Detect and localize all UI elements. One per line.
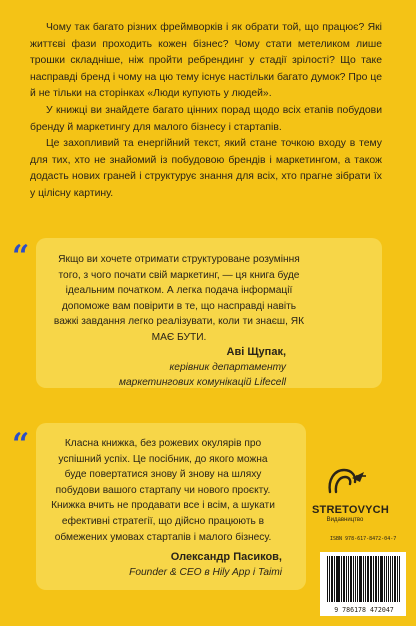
- barcode: [320, 552, 406, 616]
- barcode-bar: [359, 556, 362, 602]
- barcode-bar: [373, 556, 374, 602]
- blurb-paragraph-1: Чому так багато різних фреймворків і як обрати той, що працює? Які життєві фази проходить кожен бізнес? Чому стати метеликом лише трошки складніше, ніж пройти ребрендинг у стадії зрілості? Що таке насправді бренд і чому на цю тему існує настільки багато думок? Про це й не тільки на сторінках «Люди купують у людей».: [30, 22, 382, 100]
- barcode-bar: [331, 556, 333, 602]
- barcode-bar: [341, 556, 342, 602]
- author-role: керівник департаменту: [169, 362, 286, 373]
- quote-author-2: [129, 550, 282, 580]
- barcode-bar: [394, 556, 396, 602]
- barcode-bar: [363, 556, 364, 602]
- barcode-bar: [375, 556, 377, 602]
- quote-text-1: Якщо ви хочете отримати структуроване розуміння того, з чого почати свій маркетинг, — ця книга буде ідеальним початком. А легка подача інформації допоможе вам повірити в те, що насправді навіть важкі завдання легко реалізувати, коли ти знаєш, ЯК МАЄ БУТИ.: [53, 254, 305, 343]
- publisher-logo: [312, 462, 389, 523]
- barcode-bar: [350, 556, 352, 602]
- barcode-bar: [399, 556, 400, 602]
- barcode-bar: [367, 556, 369, 602]
- barcode-bar: [365, 556, 366, 602]
- barcode-bar: [380, 556, 383, 602]
- barcode-bar: [336, 556, 337, 602]
- barcode-bar: [370, 556, 371, 602]
- quote-mark-icon: “: [12, 427, 30, 462]
- quote-mark-icon: “: [12, 239, 30, 274]
- barcode-bar: [390, 556, 391, 602]
- barcode-bar: [346, 556, 347, 602]
- barcode-bar: [348, 556, 349, 602]
- barcode-bar: [386, 556, 387, 602]
- isbn-text: ISBN 978-617-8472-04-7: [330, 536, 397, 542]
- author-role: Founder & CEO в Hily App і Taimi: [129, 567, 282, 578]
- barcode-bar: [343, 556, 345, 602]
- barcode-bar: [334, 556, 335, 602]
- author-name: Олександр Пасиков,: [170, 551, 282, 563]
- barcode-bar: [357, 556, 358, 602]
- barcode-bar: [337, 556, 340, 602]
- barcode-number: 9 786178 472047: [334, 606, 394, 614]
- quote-author-1: [119, 345, 286, 390]
- author-name: Аві Щупак,: [226, 346, 286, 358]
- barcode-bar: [329, 556, 330, 602]
- blurb-paragraph-3: Це захопливий та енергійний текст, який стане точкою входу в тему для тих, хто не знайомий із побудовою брендів і маркетингом, а також додасть нових граней і структурує знання для всіх, хто прагне зібрати їх у цілісну картину.: [30, 138, 382, 199]
- publisher-emblem-icon: [322, 462, 368, 502]
- publisher-name: STRETOVYCH: [312, 504, 389, 516]
- publisher-subtitle: Видавництво: [326, 517, 364, 523]
- barcode-bar: [397, 556, 398, 602]
- barcode-bar: [353, 556, 355, 602]
- barcode-bar: [378, 556, 379, 602]
- quote-text-2: Класна книжка, без рожевих окулярів про успішний успіх. Це посібник, до якого можна буде повертатися знову й знову на шляху побудови вашого стартапу чи нового проєкту. Книжка вчить не продавати все і всім, а шукати ефективні стратегії, що дійсно працюють в обмежених умовах стартапів і малого бізнесу.: [51, 438, 275, 543]
- barcode-bar: [384, 556, 385, 602]
- barcode-bar: [388, 556, 390, 602]
- barcode-bars: [327, 556, 401, 602]
- barcode-bar: [371, 556, 372, 602]
- blurb-paragraph-2: У книжці ви знайдете багато цінних порад щодо всіх етапів побудови бренду й маркетингу для малого бізнесу і стартапів.: [30, 104, 382, 133]
- barcode-bar: [327, 556, 328, 602]
- blurb-text: [30, 20, 382, 203]
- author-role: маркетингових комунікацій Lifecell: [119, 377, 286, 388]
- barcode-bar: [355, 556, 356, 602]
- barcode-bar: [392, 556, 393, 602]
